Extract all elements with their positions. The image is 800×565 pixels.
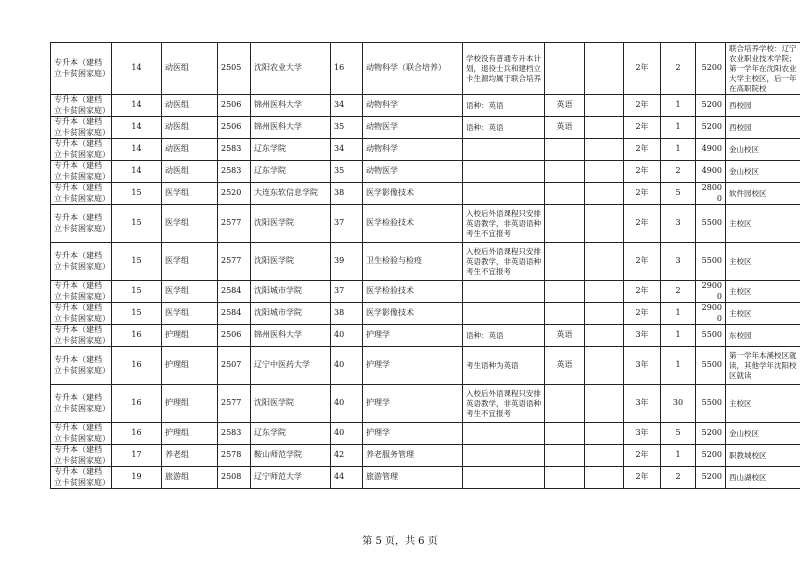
cell-plan-count: 1	[661, 139, 696, 161]
cell-group-number: 14	[112, 43, 162, 95]
cell-campus: 主校区	[726, 385, 800, 423]
cell-major-name: 动物科学（联合培养）	[363, 43, 463, 95]
cell-note	[463, 445, 545, 467]
cell-note: 考生语种为英语	[463, 347, 545, 385]
admission-plan-table	[50, 42, 800, 489]
cell-school-code: 2577	[218, 205, 251, 243]
cell-campus: 金山校区	[726, 139, 800, 161]
cell-tuition: 5200	[696, 43, 726, 95]
cell-school-name: 沈阳医学院	[251, 205, 331, 243]
cell-school-code: 2584	[218, 303, 251, 325]
cell-language	[545, 139, 585, 161]
table-row	[51, 467, 800, 489]
cell-language	[545, 385, 585, 423]
cell-group-name: 护理组	[162, 347, 218, 385]
cell-group-number: 15	[112, 243, 162, 281]
cell-group-number: 15	[112, 303, 162, 325]
cell-major-number: 40	[331, 423, 363, 445]
cell-group-number: 14	[112, 95, 162, 117]
cell-enroll-type: 专升本（建档立卡贫困家庭）	[51, 117, 112, 139]
cell-enroll-type: 专升本（建档立卡贫困家庭）	[51, 43, 112, 95]
cell-major-number: 40	[331, 385, 363, 423]
table-body	[51, 43, 800, 489]
cell-school-code: 2583	[218, 423, 251, 445]
cell-major-name: 动物科学	[363, 95, 463, 117]
cell-blank	[585, 385, 624, 423]
cell-blank	[585, 445, 624, 467]
cell-major-number: 35	[331, 117, 363, 139]
cell-major-number: 40	[331, 347, 363, 385]
cell-group-name: 动医组	[162, 161, 218, 183]
cell-group-number: 14	[112, 117, 162, 139]
cell-campus: 金山校区	[726, 161, 800, 183]
cell-note: 入校后外语课程只安排英语教学，非英语语种考生不宜报考	[463, 243, 545, 281]
cell-school-name: 锦州医科大学	[251, 117, 331, 139]
cell-group-name: 护理组	[162, 423, 218, 445]
cell-enroll-type: 专升本（建档立卡贫困家庭）	[51, 95, 112, 117]
cell-blank	[585, 303, 624, 325]
cell-duration: 2年	[624, 183, 661, 205]
cell-group-name: 医学组	[162, 281, 218, 303]
cell-enroll-type: 专升本（建档立卡贫困家庭）	[51, 445, 112, 467]
cell-blank	[585, 43, 624, 95]
cell-school-name: 辽东学院	[251, 139, 331, 161]
cell-major-name: 旅游管理	[363, 467, 463, 489]
cell-campus: 第一学年本溪校区就读，其他学年沈阳校区就读	[726, 347, 800, 385]
cell-major-number: 37	[331, 205, 363, 243]
cell-school-name: 沈阳城市学院	[251, 303, 331, 325]
cell-campus: 主校区	[726, 303, 800, 325]
cell-enroll-type: 专升本（建档立卡贫困家庭）	[51, 303, 112, 325]
cell-major-number: 35	[331, 161, 363, 183]
table-row	[51, 385, 800, 423]
cell-blank	[585, 423, 624, 445]
cell-language: 英语	[545, 325, 585, 347]
cell-school-name: 辽东学院	[251, 161, 331, 183]
cell-language	[545, 43, 585, 95]
cell-group-number: 16	[112, 423, 162, 445]
table-row	[51, 139, 800, 161]
cell-campus: 东校园	[726, 325, 800, 347]
cell-school-code: 2506	[218, 95, 251, 117]
cell-duration: 2年	[624, 281, 661, 303]
cell-blank	[585, 467, 624, 489]
cell-school-code: 2577	[218, 243, 251, 281]
cell-major-number: 37	[331, 281, 363, 303]
table-row	[51, 423, 800, 445]
cell-group-name: 动医组	[162, 95, 218, 117]
cell-tuition: 5500	[696, 205, 726, 243]
cell-school-code: 2584	[218, 281, 251, 303]
cell-campus: 职教城校区	[726, 445, 800, 467]
cell-group-number: 14	[112, 139, 162, 161]
cell-group-name: 医学组	[162, 303, 218, 325]
cell-enroll-type: 专升本（建档立卡贫困家庭）	[51, 205, 112, 243]
cell-duration: 2年	[624, 467, 661, 489]
table-row	[51, 117, 800, 139]
cell-tuition: 29000	[696, 303, 726, 325]
cell-enroll-type: 专升本（建档立卡贫困家庭）	[51, 385, 112, 423]
cell-language	[545, 467, 585, 489]
cell-tuition: 5200	[696, 467, 726, 489]
cell-language	[545, 423, 585, 445]
cell-plan-count: 5	[661, 183, 696, 205]
cell-campus: 软件园校区	[726, 183, 800, 205]
cell-group-name: 医学组	[162, 183, 218, 205]
cell-major-name: 医学影像技术	[363, 303, 463, 325]
cell-major-number: 34	[331, 139, 363, 161]
cell-group-number: 15	[112, 281, 162, 303]
cell-major-number: 42	[331, 445, 363, 467]
cell-plan-count: 1	[661, 445, 696, 467]
cell-plan-count: 1	[661, 117, 696, 139]
cell-language	[545, 205, 585, 243]
cell-plan-count: 3	[661, 205, 696, 243]
cell-school-name: 沈阳医学院	[251, 385, 331, 423]
cell-duration: 3年	[624, 423, 661, 445]
cell-group-number: 19	[112, 467, 162, 489]
cell-major-number: 39	[331, 243, 363, 281]
cell-group-name: 医学组	[162, 243, 218, 281]
cell-duration: 2年	[624, 139, 661, 161]
cell-group-number: 16	[112, 325, 162, 347]
cell-group-name: 动医组	[162, 43, 218, 95]
table-row	[51, 43, 800, 95]
cell-major-number: 40	[331, 325, 363, 347]
cell-group-name: 护理组	[162, 385, 218, 423]
cell-group-number: 15	[112, 205, 162, 243]
cell-plan-count: 2	[661, 467, 696, 489]
cell-group-name: 动医组	[162, 139, 218, 161]
cell-major-name: 护理学	[363, 385, 463, 423]
cell-note	[463, 139, 545, 161]
cell-major-number: 34	[331, 95, 363, 117]
cell-tuition: 5500	[696, 243, 726, 281]
cell-enroll-type: 专升本（建档立卡贫困家庭）	[51, 281, 112, 303]
cell-major-name: 护理学	[363, 325, 463, 347]
cell-group-number: 16	[112, 347, 162, 385]
cell-tuition: 4900	[696, 161, 726, 183]
cell-major-name: 医学检验技术	[363, 281, 463, 303]
cell-blank	[585, 139, 624, 161]
cell-major-name: 动物医学	[363, 117, 463, 139]
cell-plan-count: 1	[661, 347, 696, 385]
cell-note	[463, 303, 545, 325]
cell-duration: 2年	[624, 43, 661, 95]
cell-tuition: 5500	[696, 325, 726, 347]
cell-campus: 西校园	[726, 117, 800, 139]
cell-language	[545, 303, 585, 325]
cell-tuition: 5500	[696, 385, 726, 423]
cell-blank	[585, 95, 624, 117]
cell-language: 英语	[545, 95, 585, 117]
cell-tuition: 28000	[696, 183, 726, 205]
cell-school-code: 2583	[218, 161, 251, 183]
cell-campus: 主校区	[726, 205, 800, 243]
cell-plan-count: 3	[661, 243, 696, 281]
cell-blank	[585, 205, 624, 243]
cell-plan-count: 1	[661, 303, 696, 325]
cell-duration: 2年	[624, 445, 661, 467]
cell-school-name: 大连东软信息学院	[251, 183, 331, 205]
cell-campus: 金山校区	[726, 423, 800, 445]
cell-blank	[585, 281, 624, 303]
cell-tuition: 29000	[696, 281, 726, 303]
cell-enroll-type: 专升本（建档立卡贫困家庭）	[51, 423, 112, 445]
cell-enroll-type: 专升本（建档立卡贫困家庭）	[51, 161, 112, 183]
cell-duration: 2年	[624, 95, 661, 117]
cell-school-name: 沈阳医学院	[251, 243, 331, 281]
table-row	[51, 205, 800, 243]
cell-blank	[585, 347, 624, 385]
cell-school-name: 沈阳农业大学	[251, 43, 331, 95]
cell-note	[463, 161, 545, 183]
cell-language: 英语	[545, 117, 585, 139]
cell-note: 入校后外语课程只安排英语教学，非英语语种考生不宜报考	[463, 385, 545, 423]
cell-major-number: 38	[331, 303, 363, 325]
cell-group-number: 16	[112, 385, 162, 423]
cell-plan-count: 30	[661, 385, 696, 423]
cell-duration: 2年	[624, 117, 661, 139]
cell-language	[545, 445, 585, 467]
cell-note: 入校后外语课程只安排英语教学，非英语语种考生不宜报考	[463, 205, 545, 243]
cell-enroll-type: 专升本（建档立卡贫困家庭）	[51, 347, 112, 385]
cell-group-name: 养老组	[162, 445, 218, 467]
cell-tuition: 4900	[696, 139, 726, 161]
cell-school-code: 2506	[218, 325, 251, 347]
cell-plan-count: 1	[661, 95, 696, 117]
page-footer: 第 5 页，共 6 页	[362, 536, 438, 547]
cell-major-name: 动物医学	[363, 161, 463, 183]
cell-major-name: 卫生检验与检疫	[363, 243, 463, 281]
cell-major-name: 医学影像技术	[363, 183, 463, 205]
cell-major-number: 16	[331, 43, 363, 95]
cell-campus: 西山湖校区	[726, 467, 800, 489]
cell-major-name: 养老服务管理	[363, 445, 463, 467]
cell-school-name: 锦州医科大学	[251, 95, 331, 117]
cell-tuition: 5200	[696, 95, 726, 117]
cell-school-name: 辽宁中医药大学	[251, 347, 331, 385]
cell-enroll-type: 专升本（建档立卡贫困家庭）	[51, 243, 112, 281]
cell-plan-count: 2	[661, 161, 696, 183]
table-row	[51, 281, 800, 303]
cell-school-name: 辽宁师范大学	[251, 467, 331, 489]
cell-school-code: 2506	[218, 117, 251, 139]
cell-note	[463, 281, 545, 303]
table-row	[51, 95, 800, 117]
cell-group-name: 旅游组	[162, 467, 218, 489]
cell-group-name: 动医组	[162, 117, 218, 139]
cell-group-number: 15	[112, 183, 162, 205]
cell-tuition: 5200	[696, 423, 726, 445]
cell-campus: 联合培养学校：辽宁农业职业技术学院；第一学年在沈阳农业大学主校区，后一年在高职院校	[726, 43, 800, 95]
cell-duration: 2年	[624, 161, 661, 183]
cell-duration: 2年	[624, 205, 661, 243]
cell-school-code: 2505	[218, 43, 251, 95]
cell-major-number: 44	[331, 467, 363, 489]
cell-duration: 2年	[624, 303, 661, 325]
cell-tuition: 5200	[696, 117, 726, 139]
cell-note: 语种：英语	[463, 325, 545, 347]
cell-school-name: 辽东学院	[251, 423, 331, 445]
cell-duration: 3年	[624, 325, 661, 347]
cell-blank	[585, 325, 624, 347]
cell-blank	[585, 117, 624, 139]
cell-tuition: 5200	[696, 445, 726, 467]
cell-campus: 主校区	[726, 281, 800, 303]
cell-note: 语种：英语	[463, 95, 545, 117]
cell-note: 学校没有普通专升本计划，退役士兵和建档立卡生源均属于联合培养	[463, 43, 545, 95]
cell-school-code: 2577	[218, 385, 251, 423]
cell-blank	[585, 161, 624, 183]
cell-school-code: 2578	[218, 445, 251, 467]
cell-plan-count: 1	[661, 325, 696, 347]
cell-enroll-type: 专升本（建档立卡贫困家庭）	[51, 183, 112, 205]
cell-enroll-type: 专升本（建档立卡贫困家庭）	[51, 467, 112, 489]
table-row	[51, 325, 800, 347]
cell-language	[545, 183, 585, 205]
cell-group-name: 医学组	[162, 205, 218, 243]
cell-duration: 3年	[624, 347, 661, 385]
table-row	[51, 303, 800, 325]
table-row	[51, 161, 800, 183]
table-row	[51, 243, 800, 281]
cell-language: 英语	[545, 347, 585, 385]
cell-school-code: 2508	[218, 467, 251, 489]
cell-school-code: 2583	[218, 139, 251, 161]
table-row	[51, 347, 800, 385]
cell-major-name: 护理学	[363, 423, 463, 445]
cell-duration: 3年	[624, 385, 661, 423]
cell-group-name: 护理组	[162, 325, 218, 347]
cell-major-number: 38	[331, 183, 363, 205]
cell-major-name: 医学检验技术	[363, 205, 463, 243]
cell-language	[545, 161, 585, 183]
cell-major-name: 护理学	[363, 347, 463, 385]
cell-school-code: 2507	[218, 347, 251, 385]
cell-language	[545, 243, 585, 281]
cell-language	[545, 281, 585, 303]
cell-blank	[585, 183, 624, 205]
cell-group-number: 17	[112, 445, 162, 467]
cell-tuition: 5500	[696, 347, 726, 385]
cell-major-name: 动物科学	[363, 139, 463, 161]
cell-blank	[585, 243, 624, 281]
cell-note	[463, 183, 545, 205]
cell-campus: 西校园	[726, 95, 800, 117]
cell-note: 语种：英语	[463, 117, 545, 139]
cell-note	[463, 467, 545, 489]
cell-campus: 主校区	[726, 243, 800, 281]
table-row	[51, 183, 800, 205]
cell-plan-count: 5	[661, 423, 696, 445]
cell-plan-count: 2	[661, 43, 696, 95]
cell-group-number: 14	[112, 161, 162, 183]
cell-enroll-type: 专升本（建档立卡贫困家庭）	[51, 325, 112, 347]
cell-school-name: 锦州医科大学	[251, 325, 331, 347]
cell-enroll-type: 专升本（建档立卡贫困家庭）	[51, 139, 112, 161]
cell-duration: 2年	[624, 243, 661, 281]
cell-plan-count: 2	[661, 281, 696, 303]
table-row	[51, 445, 800, 467]
cell-school-name: 沈阳城市学院	[251, 281, 331, 303]
cell-school-name: 鞍山师范学院	[251, 445, 331, 467]
cell-school-code: 2520	[218, 183, 251, 205]
cell-note	[463, 423, 545, 445]
